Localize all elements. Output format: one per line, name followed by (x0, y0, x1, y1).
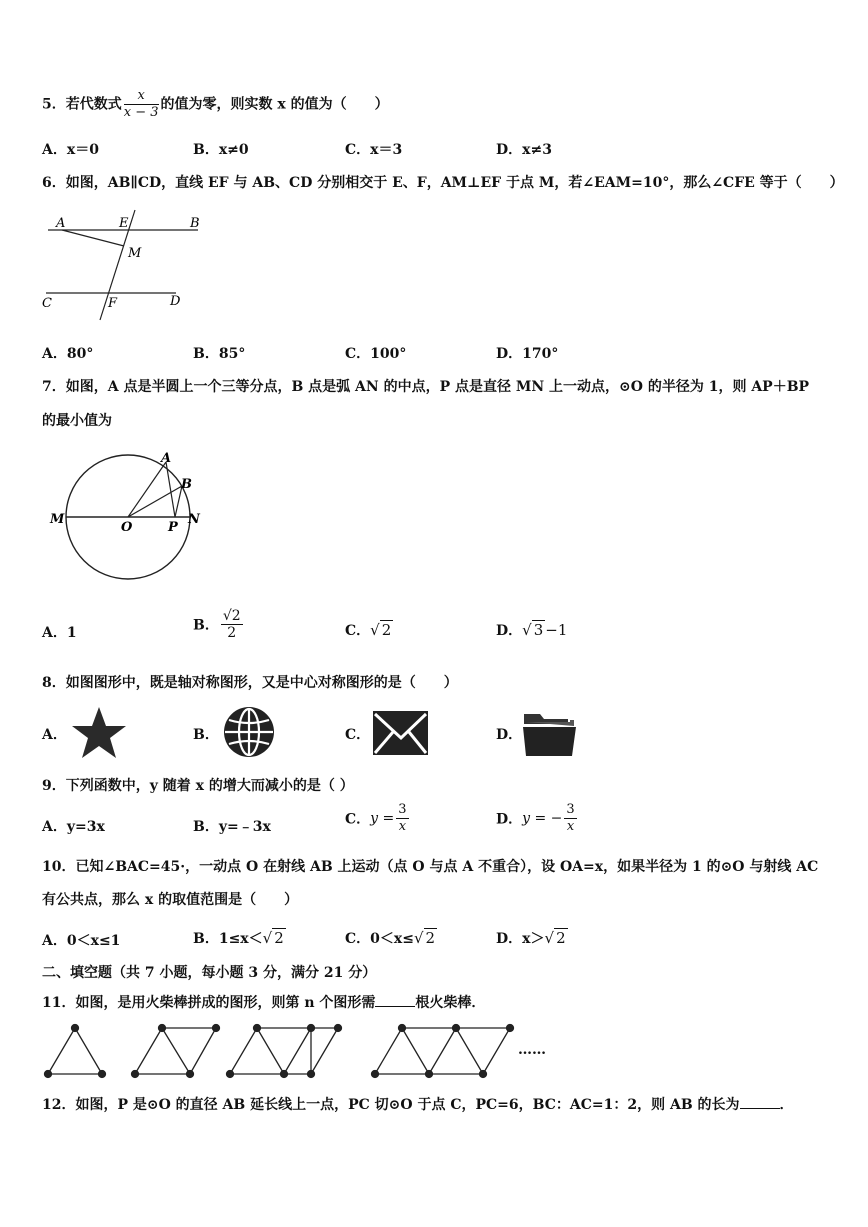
label-m: M (50, 512, 65, 527)
section-2-heading: 二、填空题（共 7 小题，每小题 3 分，满分 21 分） (42, 965, 377, 981)
line-ef (100, 210, 135, 320)
q6-option-b: B．85° (193, 346, 246, 362)
q9-option-c: C．y = $\frac{3}{x}$ (345, 802, 407, 834)
star-icon (70, 704, 128, 762)
answer-blank[interactable] (740, 1096, 780, 1109)
label-p: P (168, 520, 178, 535)
folder-icon (520, 708, 580, 760)
q7-circle-figure (48, 446, 208, 586)
label-o: O (121, 520, 133, 535)
q8-option-b-label: B． (193, 727, 219, 743)
q5-option-d: D．x≠3 (496, 142, 552, 158)
segment-oa (128, 462, 166, 517)
q9-option-d: D．y = − $\frac{3}{x}$ (496, 802, 575, 834)
q5-option-a: A．x＝0 (42, 142, 99, 158)
q7-option-c: C．√ 2 (345, 621, 392, 639)
label-m: M (128, 246, 142, 261)
label-a: A (161, 451, 172, 466)
q11-ellipsis: …… (518, 1042, 546, 1058)
q9-option-a: A．y=3x (42, 819, 105, 835)
q10-option-c: C．0＜x≤√ 2 (345, 929, 436, 947)
label-b: B (190, 216, 200, 231)
q6-option-d: D．170° (496, 346, 559, 362)
question-7-line2: 的最小值为 (42, 413, 112, 429)
q8-option-a-label: A． (42, 727, 67, 743)
label-c: C (42, 296, 52, 311)
q6-option-a: A．80° (42, 346, 94, 362)
globe-icon (220, 704, 278, 760)
segment-ap (166, 462, 175, 517)
label-d: D (170, 294, 181, 309)
question-5-stem: 5．若代数式 $\frac{x}{x - 3}$ 的值为零，则实数 x 的值为（ ） (42, 88, 389, 120)
answer-blank[interactable] (375, 994, 415, 1007)
q6-option-c: C．100° (345, 346, 407, 362)
label-f: F (108, 296, 118, 311)
fraction-x-over-x-minus-3: $\frac{x}{x - 3}$ (123, 88, 159, 120)
segment-am (62, 230, 124, 246)
question-10-line2: 有公共点，那么 x 的取值范围是（ ） (42, 892, 299, 908)
question-11-stem: 11．如图，是用火柴棒拼成的图形，则第 n 个图形需 根火柴棒． (42, 995, 486, 1011)
label-e: E (119, 216, 129, 231)
q10-option-b: B．1≤x＜√ 2 (193, 929, 284, 947)
q11-matchstick-figure (40, 1020, 560, 1080)
question-10-line1: 10．已知∠BAC=45·，一动点 O 在射线 AB 上运动（点 O 与点 A 不重合），设 OA=x，如果半径为 1 的⊙O 与射线 AC (42, 859, 819, 875)
q8-option-c-label: C． (345, 727, 371, 743)
label-a: A (56, 216, 66, 231)
question-6-stem: 6．如图，AB∥CD，直线 EF 与 AB、CD 分别相交于 E、F，AM⊥EF 于点 M，若∠EAM=10°，那么∠CFE 等于（ ） (42, 175, 844, 191)
q7-option-d: D．√ 3 −1 (496, 621, 568, 639)
question-7-line1: 7．如图，A 点是半圆上一个三等分点，B 点是弧 AN 的中点，P 点是直径 MN 上一动点，⊙O 的半径为 1，则 AP＋BP (42, 379, 810, 395)
q10-option-d: D．x＞√ 2 (496, 929, 566, 947)
envelope-icon (371, 708, 431, 758)
q10-option-a: A．0＜x≤1 (42, 933, 121, 949)
q6-parallel-lines-figure (40, 206, 210, 324)
q5-option-c: C．x＝3 (345, 142, 403, 158)
q8-option-d-label: D． (496, 727, 523, 743)
question-12-stem: 12．如图，P 是⊙O 的直径 AB 延长线上一点，PC 切⊙O 于点 C，PC=6，BC：AC=1：2，则 AB 的长为 ． (42, 1097, 794, 1113)
label-n: N (188, 512, 200, 527)
label-b: B (181, 477, 192, 492)
question-9-stem: 9．下列函数中，y 随着 x 的增大而减小的是（ ） (42, 778, 354, 794)
q5-option-b: B．x≠0 (193, 142, 249, 158)
question-8-stem: 8．如图图形中，既是轴对称图形，又是中心对称图形的是（ ） (42, 675, 458, 691)
q7-option-b: B． $\frac{√2}{2}$ (193, 608, 241, 641)
q9-option-b: B．y=﹣3x (193, 819, 271, 835)
q7-option-a: A．1 (42, 625, 77, 641)
